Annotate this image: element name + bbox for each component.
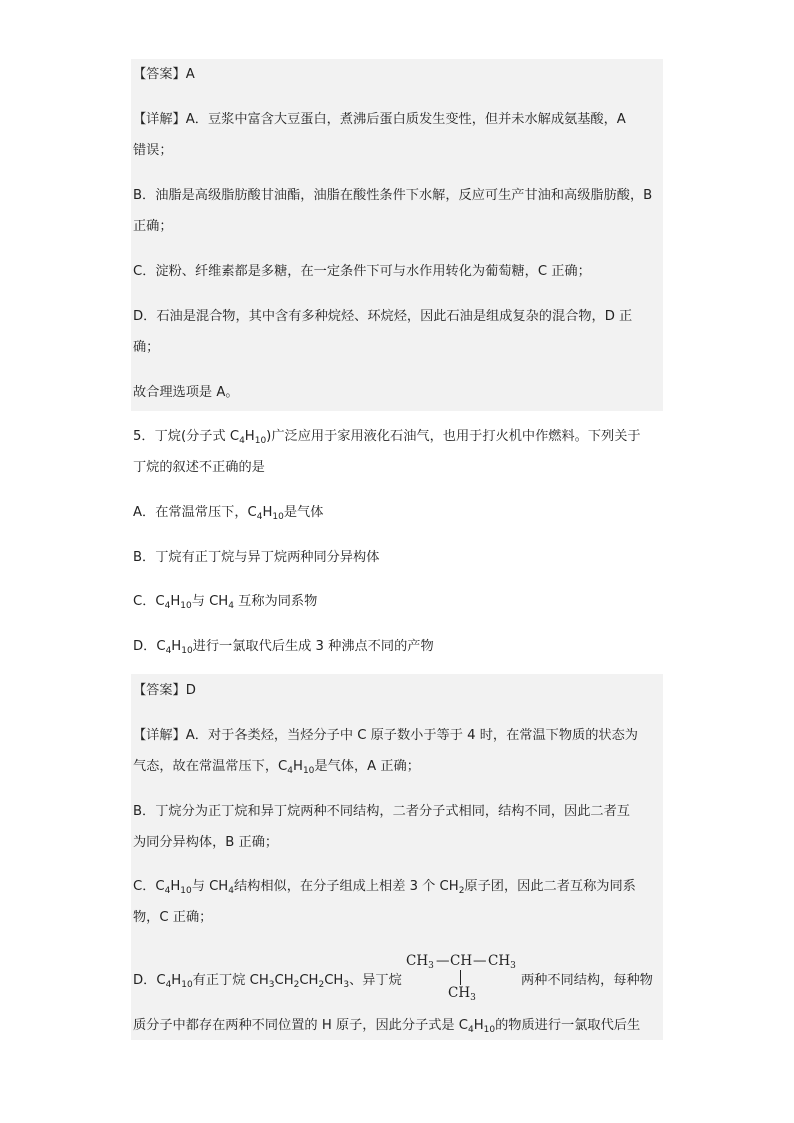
- detail-d-line-1: D．石油是混合物，其中含有多种烷烃、环烷烃，因此石油是组成复杂的混合物，D 正: [133, 309, 633, 324]
- detail-a-line-1: 【详解】A．豆浆中富含大豆蛋白，煮沸后蛋白质发生变性，但并未水解成氨基酸，A: [133, 112, 626, 127]
- detail2-a-line-2: 气态，故在常温常压下，$C_4H_{10}$是气体，A 正确；: [133, 759, 420, 776]
- struct-dash-2: —: [473, 953, 487, 969]
- detail2-a-line-1: 【详解】A．对于各类烃，当烃分子中 C 原子数小于等于 4 时，在常温下物质的状态为: [133, 728, 638, 743]
- detail-c-line: C．淀粉、纤维素都是多糖，在一定条件下可与水作用转化为葡萄糖，C 正确；: [133, 264, 591, 279]
- conclusion-line: 故合理选项是 A。: [133, 385, 239, 400]
- detail2-c-line-2: 物，C 正确；: [133, 910, 213, 925]
- option-a: A．在常温常压下，$C_4H_{10}$是气体: [133, 505, 324, 522]
- struct-middle: CH: [450, 953, 473, 969]
- detail2-d-line-2: 质分子中都存在两种不同位置的 H 原子，因此分子式是 $C_4H_{10}$的物质进行一氯取代后生: [133, 1018, 641, 1035]
- option-b: B．丁烷有正丁烷与异丁烷两种同分异构体: [133, 550, 380, 565]
- option-c: C．$C_4H_{10}$与 $CH_4$ 互称为同系物: [133, 594, 318, 611]
- struct-vertical-bond: [460, 970, 461, 985]
- detail-d-line-2: 确；: [133, 340, 160, 355]
- question-5-stem-line-2: 丁烷的叙述不正确的是: [133, 460, 265, 475]
- detail-b-line-1: B．油脂是高级脂肪酸甘油酯，油脂在酸性条件下水解，反应可生产甘油和高级脂肪酸，B: [133, 188, 653, 203]
- detail-b-line-2: 正确；: [133, 219, 173, 234]
- detail2-b-line-1: B．丁烷分为正丁烷和异丁烷两种不同结构，二者分子式相同，结构不同，因此二者互: [133, 804, 630, 819]
- struct-top-right: $CH_3$: [488, 953, 516, 971]
- struct-bottom: $CH_3$: [448, 985, 476, 1003]
- detail2-c-line-1: C．$C_4H_{10}$与 $CH_4$结构相似，在分子组成上相差 3 个 $CH_2$原子团，因此二者互称为同系: [133, 879, 636, 896]
- question-5-stem-line-1: 5．丁烷(分子式 $C_4H_{10}$)广泛应用于家用液化石油气，也用于打火机中作燃料。下列关于: [133, 429, 641, 446]
- answer-label: 【答案】A: [133, 67, 195, 82]
- detail2-d-line-1b: 两种不同结构，每种物: [521, 973, 653, 988]
- answer-label-2: 【答案】D: [133, 683, 196, 698]
- detail2-b-line-2: 为同分异构体，B 正确；: [133, 835, 279, 850]
- isobutane-structure: [406, 950, 522, 1006]
- detail2-d-line-1a: D．$C_4H_{10}$有正丁烷 $CH_3CH_2CH_2CH_3$、异丁烷: [133, 973, 402, 990]
- detail-a-line-2: 错误；: [133, 143, 173, 158]
- struct-dash-1: —: [436, 953, 450, 969]
- option-d: D．$C_4H_{10}$进行一氯取代后生成 3 种沸点不同的产物: [133, 639, 434, 656]
- struct-top-left: $CH_3$: [406, 953, 434, 971]
